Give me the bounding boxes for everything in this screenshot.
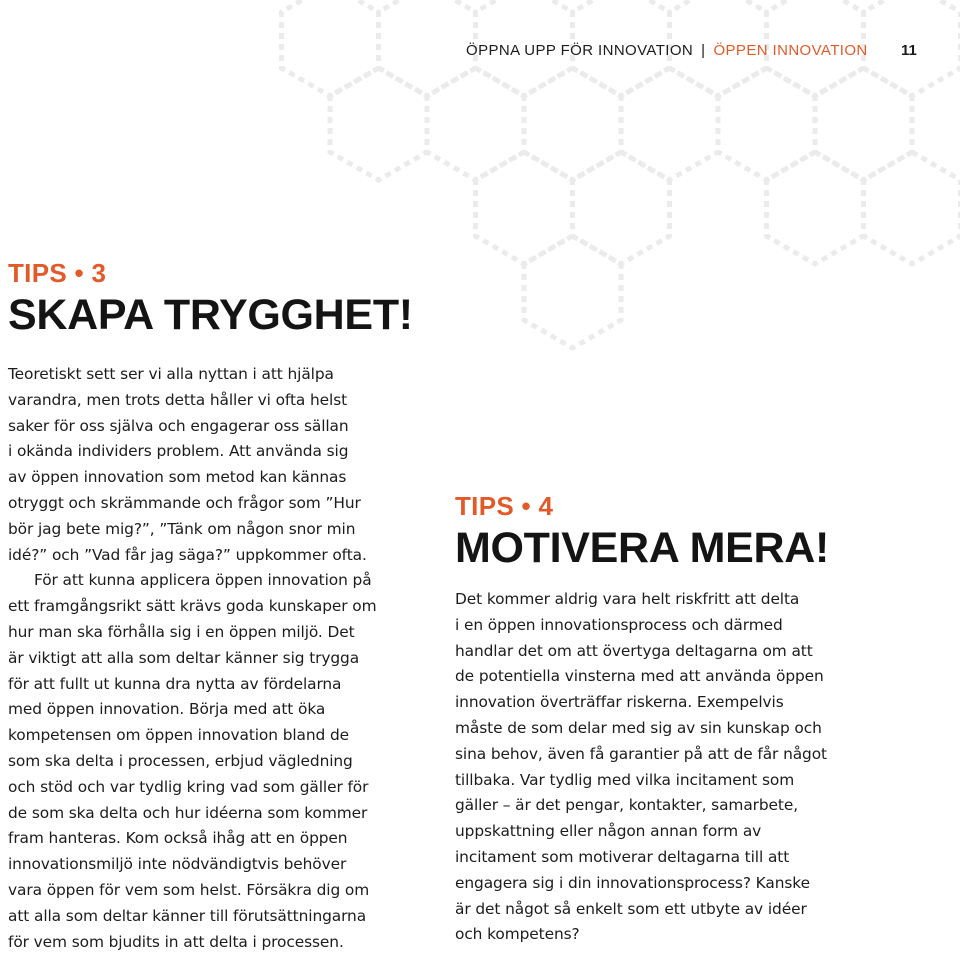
tips-4-heading: MOTIVERA MERA! (455, 524, 830, 572)
text-line: för vem som bjudits in att delta i processen. (8, 932, 344, 951)
text-line: och stöd och var tydlig kring vad som gäller för (8, 777, 369, 796)
tips-4-label: TIPS • 4 (455, 491, 554, 521)
text-line: vara öppen för vem som helst. Försäkra dig om (8, 880, 370, 899)
hexagon-outline (330, 68, 427, 180)
text-line: hur man ska förhålla sig i en öppen miljö. Det (8, 622, 355, 641)
text-line: uppskattning eller någon annan form av (455, 822, 762, 841)
text-line: Det kommer aldrig vara helt riskfritt att delta (455, 590, 800, 608)
text-line: i en öppen innovationsprocess och därmed (455, 615, 783, 634)
text-line: bör jag bete mig?”, ”Tänk om någon snor min (8, 519, 356, 538)
text-line: och kompetens? (455, 925, 580, 944)
text-line: idé?” och ”Vad får jag säga?” uppkommer ofta. (8, 545, 367, 564)
tips-3-body (8, 362, 428, 955)
tips-3-heading: SKAPA TRYGGHET! (8, 291, 413, 339)
text-line: är det något så enkelt som ett utbyte av idéer (455, 899, 807, 918)
text-line: måste de som delar med sig av sin kunskap och (455, 718, 822, 737)
tips-4-section (455, 491, 885, 948)
text-line: tillbaka. Var tydlig med vilka incitament som (455, 770, 795, 789)
hexagon-outline (379, 0, 476, 96)
tips-3-label: TIPS • 3 (8, 258, 107, 288)
text-line: otryggt och skrämmande och frågor som ”Hur (8, 493, 361, 512)
text-line: att alla som deltar känner till förutsättningarna (8, 906, 367, 925)
text-line: incitament som motiverar deltagarna till att (455, 847, 790, 866)
text-line: kompetensen om öppen innovation bland de (8, 726, 350, 745)
hexagon-outline (864, 152, 960, 264)
text-line: innovationsmiljö inte nödvändigtvis behöver (8, 855, 347, 874)
text-line: är viktigt att alla som deltar känner sig trygga (8, 648, 360, 667)
hexagon-outline (427, 68, 524, 180)
text-line: ett framgångsrikt sätt krävs goda kunskaper om (8, 597, 377, 616)
hexagon-outline (524, 236, 621, 348)
text-line: innovation överträffar riskerna. Exempelvis (455, 693, 784, 712)
text-line: saker för oss själva och engagerar oss sällan (8, 416, 349, 435)
text-line: av öppen innovation som metod kan kännas (8, 468, 347, 487)
hexagon-outline (718, 68, 815, 180)
text-line: engagera sig i din innovationsprocess? Kanske (455, 873, 810, 892)
text-line: som ska delta i processen, erbjud vägledning (8, 751, 353, 770)
text-line: de potentiella vinsterna med att använda öppen (455, 667, 824, 686)
hexagon-outline (621, 68, 718, 180)
running-header (466, 42, 868, 59)
text-line: sina behov, även få garantier på att de får något (455, 744, 827, 763)
hexagon-outline (476, 152, 573, 264)
hexagon-outline (767, 152, 864, 264)
text-line: för att fullt ut kunna dra nytta av fördelarna (8, 674, 342, 693)
tips-3-section (8, 258, 428, 955)
header-separator: | (701, 42, 706, 59)
chapter-title: ÖPPEN INNOVATION (713, 42, 868, 59)
text-line: Teoretiskt sett ser vi alla nyttan i att hjälpa (8, 365, 334, 383)
text-line: med öppen innovation. Börja med att öka (8, 700, 326, 719)
tips-4-body (455, 587, 885, 948)
text-line: fram hanteras. Kom också ihåg att en öppen (8, 829, 348, 848)
page-number: 11 (901, 42, 917, 59)
text-line: För att kunna applicera öppen innovation på (34, 571, 372, 590)
text-line: i okända individers problem. Att använda sig (8, 442, 349, 461)
hexagon-outline (815, 68, 912, 180)
hexagon-outline (282, 0, 379, 96)
text-line: handlar det om att övertyga deltagarna om att (455, 641, 813, 660)
text-line: varandra, men trots detta håller vi ofta helst (8, 390, 348, 409)
section-title: ÖPPNA UPP FÖR INNOVATION (466, 42, 694, 59)
hexagon-outline (524, 68, 621, 180)
text-line: de som ska delta och hur idéerna som kommer (8, 803, 368, 822)
hexagon-outline (573, 152, 670, 264)
text-line: gäller – är det pengar, kontakter, samarbete, (455, 796, 799, 815)
